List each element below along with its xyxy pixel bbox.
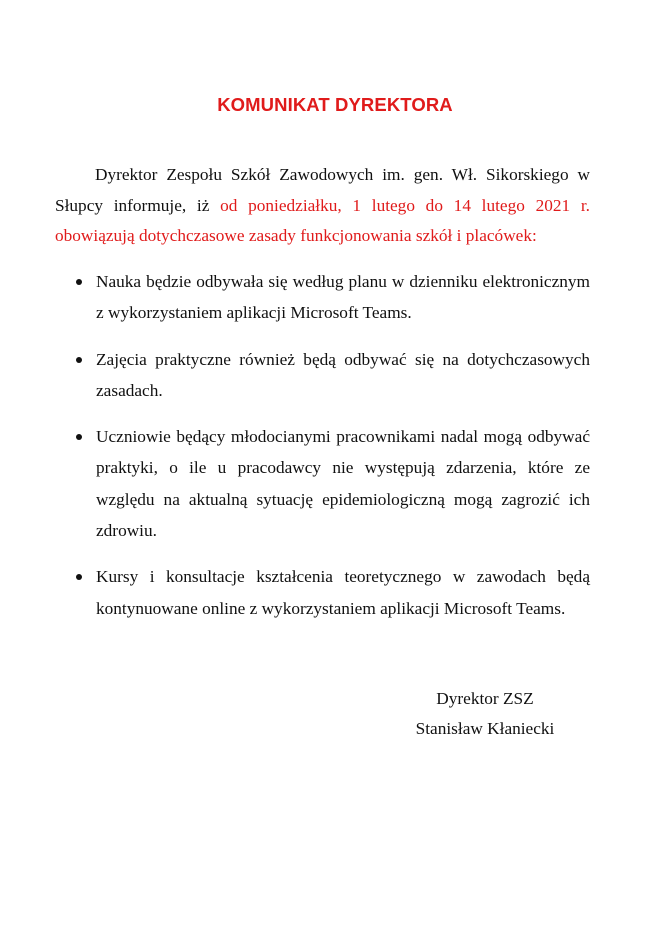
list-item [0, 561, 670, 624]
signature-role: Dyrektor ZSZ [436, 689, 534, 708]
intro-highlight-dates: od poniedziałku, 1 lutego do 14 lutego 2021 r. obowiązują dotychczasowe zasady funkcjonowania szkół i placówek: [55, 195, 591, 245]
document-title: KOMUNIKAT DYREKTORA [217, 94, 453, 115]
intro-paragraph [55, 160, 590, 252]
list-item-text: Zajęcia praktyczne również będą odbywać się na dotychczasowych zasadach. [96, 349, 590, 400]
list-item [0, 266, 670, 329]
list-item-text: Uczniowie będący młodocianymi pracownikami nadal mogą odbywać praktyki, o ile u pracodawcy nie występują zdarzenia, które ze względu na aktualną sytuację epidemiologiczną mogą zagrozić ich zdrowiu. [96, 427, 590, 541]
signature-block [400, 684, 570, 743]
signature-name: Stanisław Kłaniecki [415, 718, 555, 738]
announcement-list [0, 266, 670, 639]
list-item [0, 344, 670, 407]
bullet-icon [76, 574, 82, 580]
intro-text: Dyrektor Zespołu Szkół Zawodowych im. gen. Wł. Sikorskiego w Słupcy informuje, iż [55, 165, 590, 215]
bullet-icon [76, 434, 82, 440]
bullet-icon [76, 357, 82, 363]
list-item [0, 421, 670, 546]
list-item-text: Kursy i konsultacje kształcenia teoretycznego w zawodach będą kontynuowane online z wykorzystaniem aplikacji Microsoft Teams. [96, 567, 590, 618]
bullet-icon [76, 279, 82, 285]
list-item-text: Nauka będzie odbywała się według planu w dzienniku elektronicznym z wykorzystaniem aplikacji Microsoft Teams. [96, 272, 590, 323]
